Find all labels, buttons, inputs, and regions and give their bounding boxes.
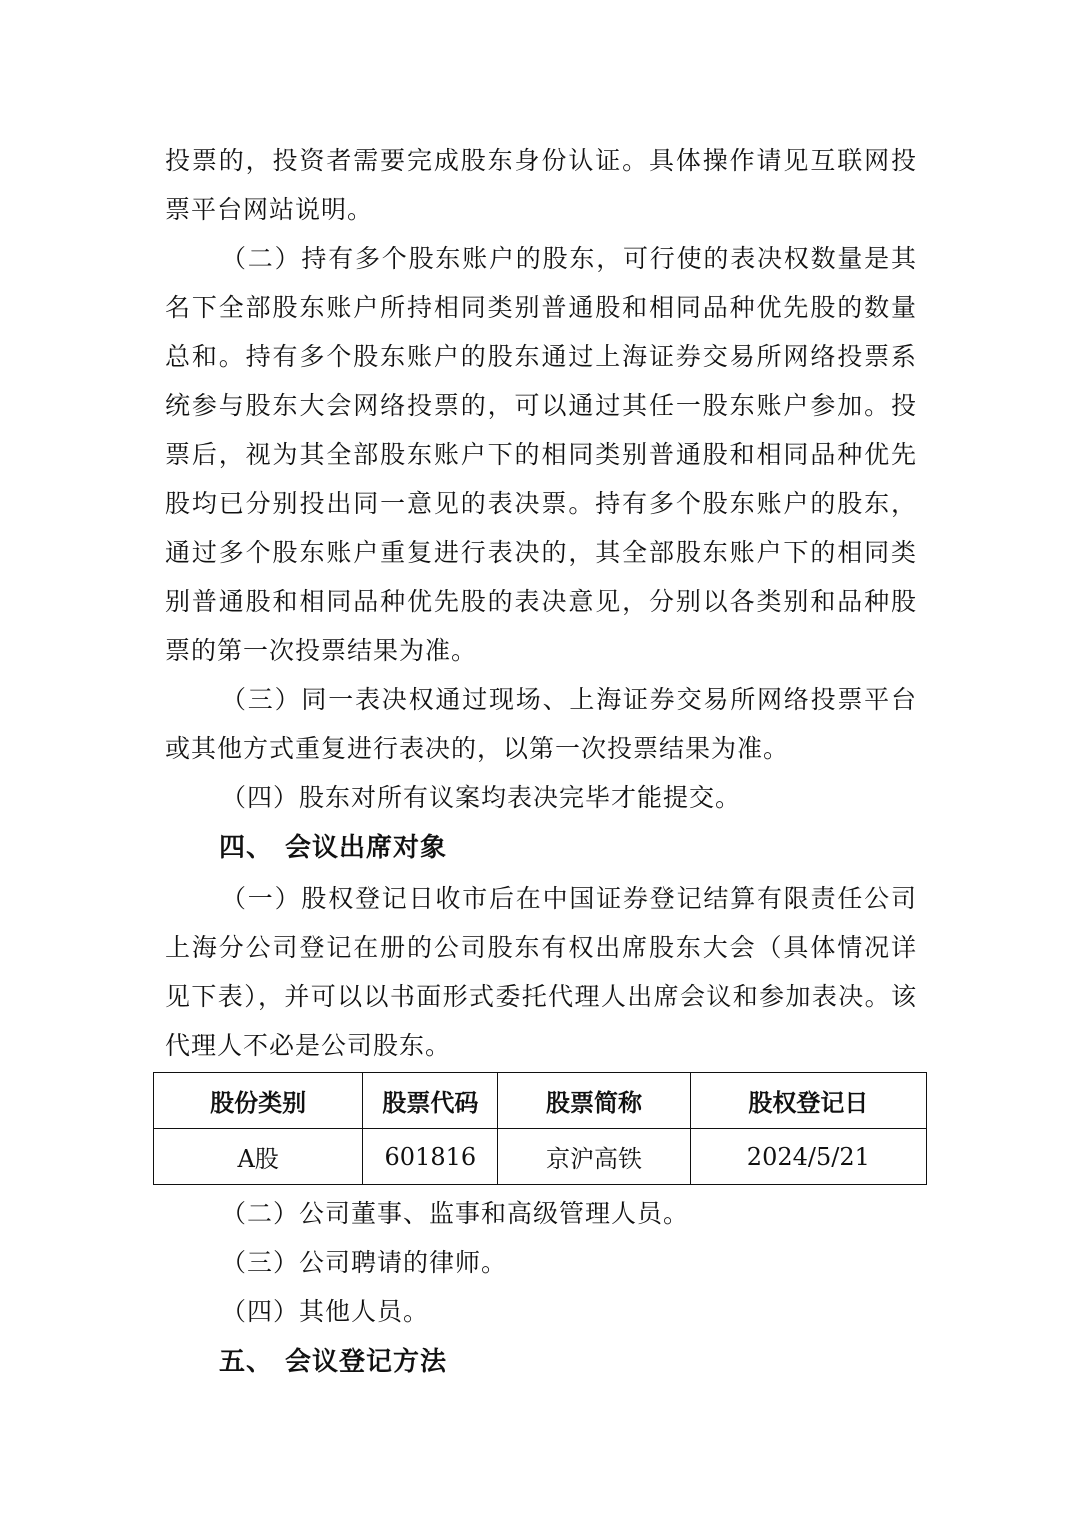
cell-stock-code: 601816 bbox=[363, 1129, 498, 1185]
section-5-heading bbox=[165, 1336, 917, 1388]
header-share-class: 股份类别 bbox=[154, 1073, 363, 1129]
list-item-others: （四）其他人员。 bbox=[221, 1297, 430, 1326]
table-header-row bbox=[154, 1073, 927, 1129]
shares-table bbox=[153, 1072, 927, 1185]
paragraph-submit-all: （四）股东对所有议案均表决完毕才能提交。 bbox=[221, 783, 742, 812]
header-record-date: 股权登记日 bbox=[690, 1073, 926, 1129]
cell-record-date: 2024/5/21 bbox=[690, 1129, 926, 1185]
paragraph-voting-certification: 投票的，投资者需要完成股东身份认证。具体操作请见互联网投票平台网站说明。 bbox=[165, 146, 917, 224]
section-4-number: 四、 bbox=[219, 833, 274, 863]
header-stock-code: 股票代码 bbox=[363, 1073, 498, 1129]
list-item-lawyers: （三）公司聘请的律师。 bbox=[221, 1248, 508, 1277]
paragraph-attendees-intro: （一）股权登记日收市后在中国证券登记结算有限责任公司上海分公司登记在册的公司股东有权出席股东大会（具体情况详见下表），并可以以书面形式委托代理人出席会议和参加表决。该代理人不必是公司股东。 bbox=[165, 884, 917, 1060]
cell-stock-name: 京沪高铁 bbox=[498, 1129, 690, 1185]
section-4-heading bbox=[165, 822, 917, 874]
cell-share-class: A股 bbox=[154, 1129, 363, 1185]
header-stock-name: 股票简称 bbox=[498, 1073, 690, 1129]
table-row bbox=[154, 1129, 927, 1185]
paragraph-duplicate-voting: （三）同一表决权通过现场、上海证券交易所网络投票平台或其他方式重复进行表决的，以第一次投票结果为准。 bbox=[165, 685, 917, 763]
section-5-title: 会议登记方法 bbox=[285, 1347, 448, 1377]
section-5-number: 五、 bbox=[219, 1347, 274, 1377]
list-item-directors: （二）公司董事、监事和高级管理人员。 bbox=[221, 1199, 690, 1228]
document-body bbox=[165, 136, 917, 1388]
paragraph-multiple-accounts: （二）持有多个股东账户的股东，可行使的表决权数量是其名下全部股东账户所持相同类别普通股和相同品种优先股的数量总和。持有多个股东账户的股东通过上海证券交易所网络投票系统参与股东大会网络投票的，可以通过其任一股东账户参加。投票后，视为其全部股东账户下的相同类别普通股和相同品种优先股均已分别投出同一意见的表决票。持有多个股东账户的股东，通过多个股东账户重复进行表决的，其全部股东账户下的相同类别普通股和相同品种优先股的表决意见，分别以各类别和品种股票的第一次投票结果为准。 bbox=[165, 244, 917, 665]
section-4-title: 会议出席对象 bbox=[285, 833, 448, 863]
shares-table-wrapper bbox=[153, 1072, 927, 1185]
